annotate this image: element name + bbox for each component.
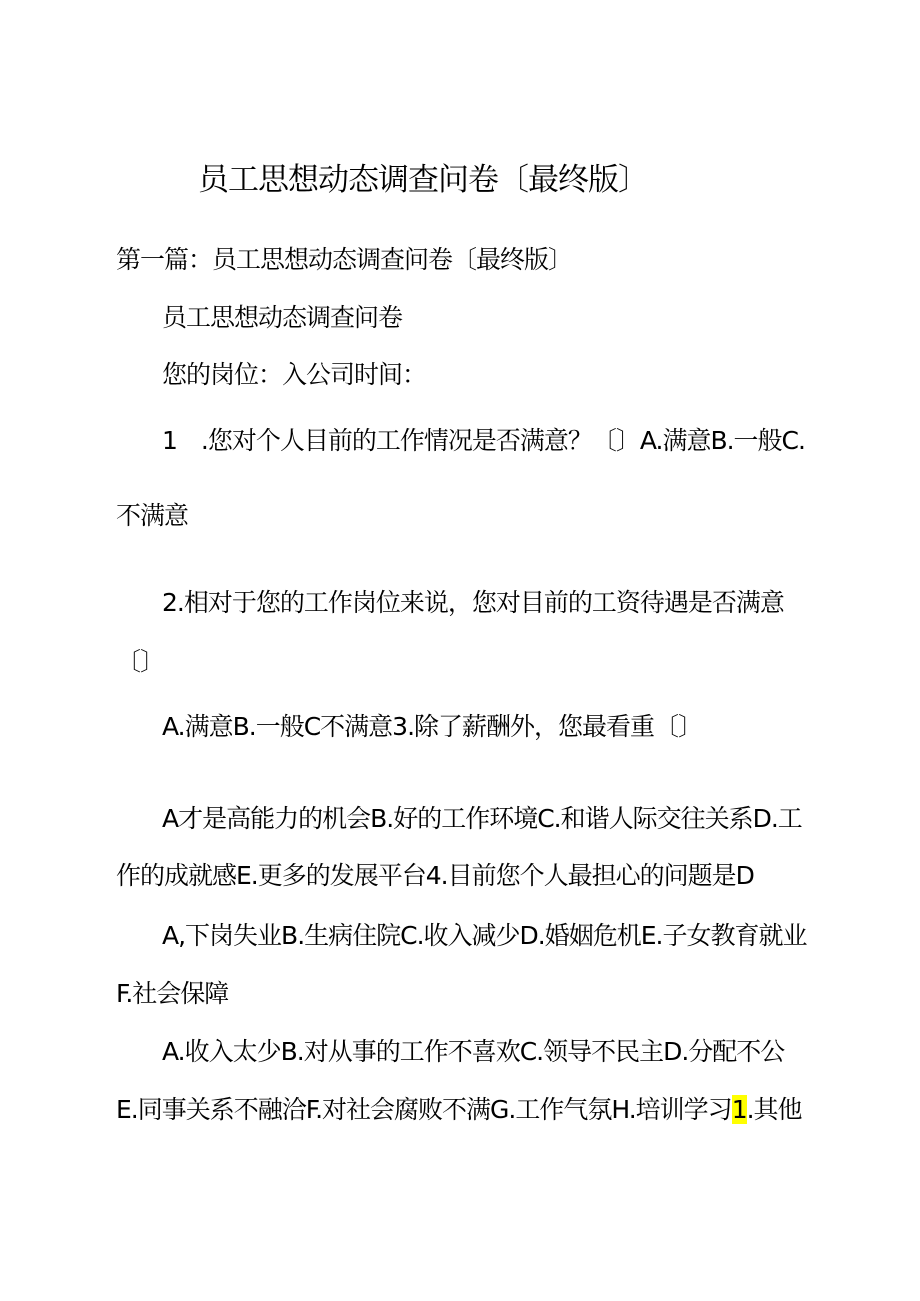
question-2-options-and-question-3: A.满意B.一般C不满意3.除了薪酬外，您最看重〔〕 <box>162 712 703 741</box>
question-1-line-1: 1 .您对个人目前的工作情况是否满意？〔〕A.满意B.一般C. <box>162 426 805 455</box>
question-2-line-2: 〔〕 <box>116 647 165 676</box>
document-title: 员工思想动态调查问卷〔最终版〕 <box>198 162 648 198</box>
survey-subtitle: 员工思想动态调查问卷 <box>162 303 403 332</box>
question-3-options-line-1: A才是高能力的机会B.好的工作环境C.和谐人际交往关系D.工 <box>162 804 802 833</box>
chapter-heading: 第一篇：员工思想动态调查问卷〔最终版〕 <box>116 245 573 274</box>
highlighted-text: 1 <box>731 1095 747 1124</box>
question-2-line-1: 2.相对于您的工作岗位来说，您对目前的工资待遇是否满意 <box>162 588 784 617</box>
question-4-options-line-2: F.社会保障 <box>116 979 229 1008</box>
info-line: 您的岗位：入公司时间： <box>162 360 427 389</box>
question-5-options-line-2-text: E.同事关系不融洽F.对社会腐败不满G.工作气氛H.培训学习 <box>116 1095 732 1124</box>
question-1-line-2: 不满意 <box>116 501 189 530</box>
question-5-options-line-2 <box>116 1094 802 1126</box>
question-5-options-line-2-tail: .其他 <box>746 1095 802 1124</box>
question-4-options-line-1: A,下岗失业B.生病住院C.收入减少D.婚姻危机E.子女教育就业 <box>162 921 807 950</box>
question-5-options-line-1: A.收入太少B.对从事的工作不喜欢C.领导不民主D.分配不公 <box>162 1037 785 1066</box>
question-3-options-line-2: 作的成就感E.更多的发展平台4.目前您个人最担心的问题是D <box>116 861 754 890</box>
